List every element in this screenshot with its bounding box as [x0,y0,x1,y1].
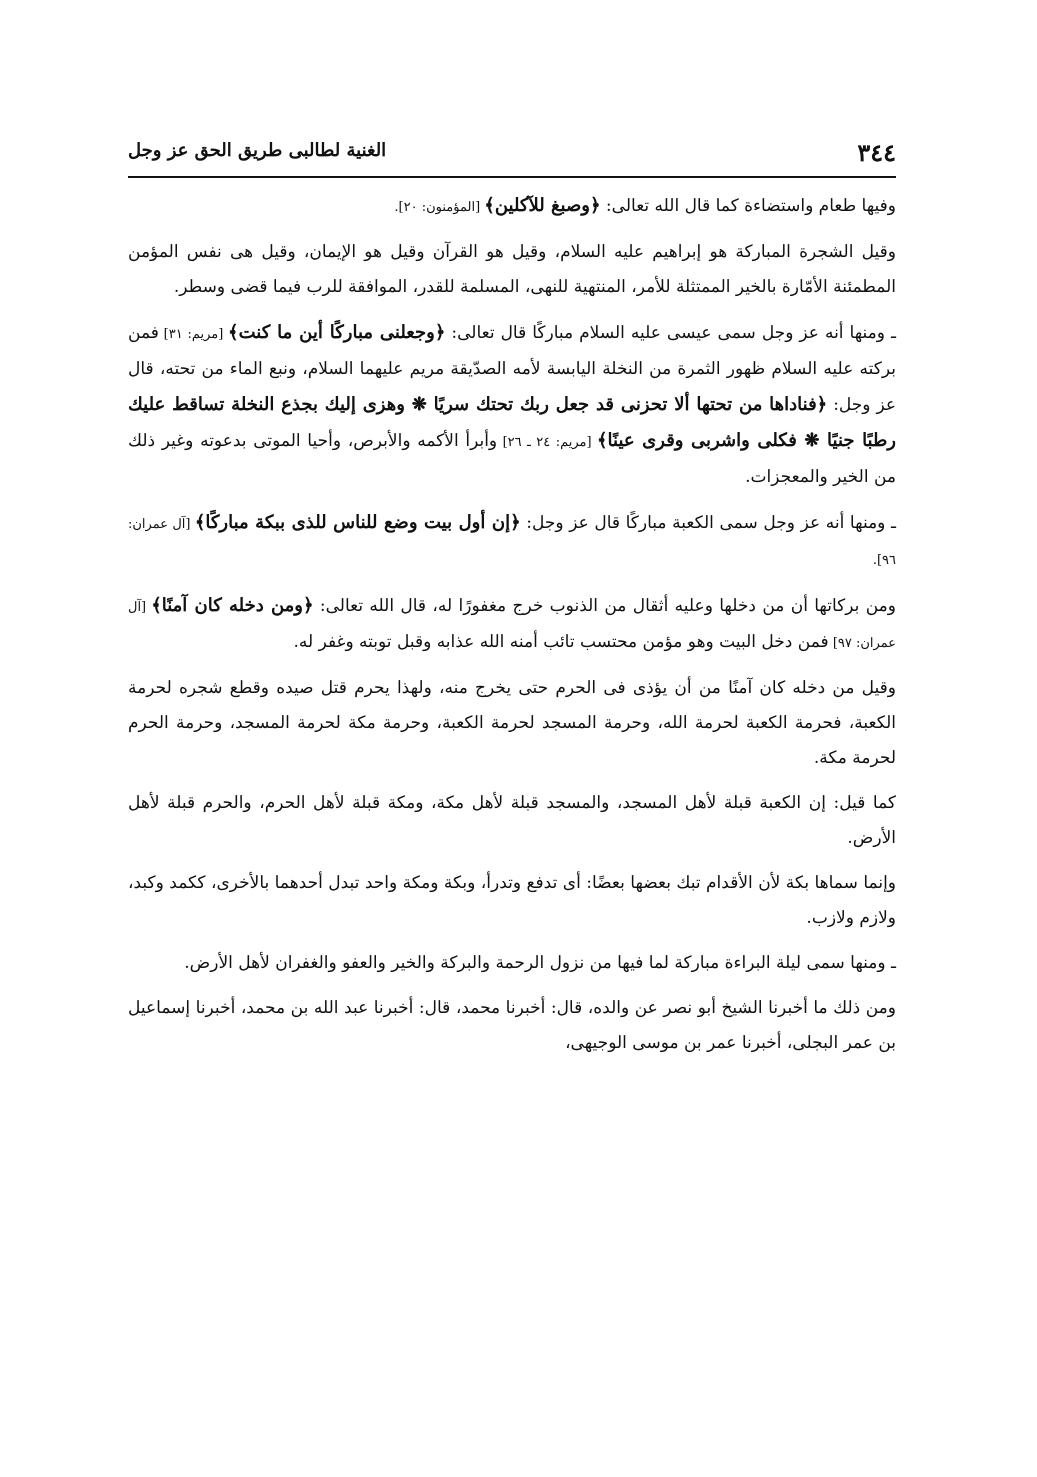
quran-verse: ﴿ومن دخله كان آمنًا﴾ [151,595,314,616]
paragraph-1 [128,188,896,225]
verse-reference: [المؤمنون: ٢٠]. [394,200,485,215]
page-number: ٣٤٤ [857,138,896,167]
paragraph-8 [128,866,896,936]
text: كما قيل: إن الكعبة قبلة لأهل المسجد، والمسجد قبلة لأهل مكة، ومكة قبلة لأهل الحرم، والحرم قبلة لأهل الأرض. [128,793,896,848]
quran-verse: ﴿وجعلنى مباركًا أين ما كنت﴾ [228,322,446,343]
text: وأبرأ الأكمه والأبرص، وأحيا الموتى بدعوته وغير ذلك من الخير والمعجزات. [128,431,896,487]
body-text [128,188,896,1071]
text: ومن بركاتها أن من دخلها وعليه أثقال من الذنوب خرج مغفورًا له، قال الله تعالى: [313,596,896,616]
verse-reference: [آل عمران: ٩٦]. [128,517,896,568]
text: وإنما سماها بكة لأن الأقدام تبك بعضها بعضًا: أى تدفع وتدرأ، وبكة ومكة واحد تبدل أحدهما بالأخرى، ككمد وكبد، ولازم ولازب. [128,873,896,928]
quran-verse: ﴿إن أول بيت وضع للناس للذى ببكة مباركًا﴾ [194,512,521,533]
paragraph-7 [128,786,896,856]
verse-reference: [مريم: ٣١] [158,327,229,342]
quran-verse: ﴿فناداها من تحتها ألا تحزنى قد جعل ربك تحتك سريًا ❋ وهزى إليك بجذع النخلة تساقط عليك رطبًا جنيًا ❋ فكلى واشربى وقرى عينًا﴾ [128,394,897,451]
verse-reference: [مريم: ٢٤ ـ ٢٦] [497,435,597,450]
paragraph-6 [128,671,896,776]
paragraph-2 [128,235,896,305]
text: وقيل الشجرة المباركة هو إبراهيم عليه السلام، وقيل هو القرآن وقيل هو الإيمان، وقيل هى نفس المؤمن المطمئنة الأمّارة بالخير الممتثلة للأمر، المنتهية للنهى، المسلمة للقدر، الموافقة للرب فيما قضى وسطر. [128,242,896,297]
text: ومن ذلك ما أخبرنا الشيخ أبو نصر عن والده، قال: أخبرنا محمد، قال: أخبرنا عبد الله بن محمد، أخبرنا إسماعيل بن عمر البجلى، أخبرنا عمر بن موسى الوجيهى، [128,998,896,1053]
paragraph-10 [128,991,896,1061]
text: فمن دخل البيت وهو مؤمن محتسب تائب أمنه الله عذابه وقبل توبته وغفر له. [293,632,829,652]
text: وقيل من دخله كان آمنًا من أن يؤذى فى الحرم حتى يخرج منه، ولهذا يحرم قتل صيده وقطع شجره لحرمة الكعبة، فحرمة الكعبة لحرمة الله، وحرمة المسجد لحرمة الكعبة، وحرمة مكة لحرمة المسجد، وحرمة الحرم لحرمة مكة. [128,678,896,768]
paragraph-3 [128,315,896,495]
text: ـ ومنها أنه عز وجل سمى الكعبة مباركًا قال عز وجل: [520,513,896,533]
text: فمن بركته عليه السلام ظهور الثمرة من النخلة اليابسة لأمه الصدّيقة مريم عليهما السلام، ونبع الماء من تحته، قال عز وجل: [128,323,896,415]
text: ـ ومنها أنه عز وجل سمى عيسى عليه السلام مباركًا قال تعالى: [445,323,896,343]
header-rule [128,176,896,178]
paragraph-5 [128,588,896,661]
text: وفيها طعام واستضاءة كما قال الله تعالى: [600,196,896,216]
paragraph-9 [128,946,896,981]
verse-reference: [آل عمران: ٩٧] [128,600,896,651]
page-header [128,136,896,176]
text: ـ ومنها سمى ليلة البراءة مباركة لما فيها من نزول الرحمة والبركة والخير والعفو والغفران لأهل الأرض. [184,953,896,973]
paragraph-4 [128,505,896,578]
running-title: الغنية لطالبى طريق الحق عز وجل [128,140,387,161]
quran-verse: ﴿وصبغ للآكلين﴾ [484,195,601,216]
